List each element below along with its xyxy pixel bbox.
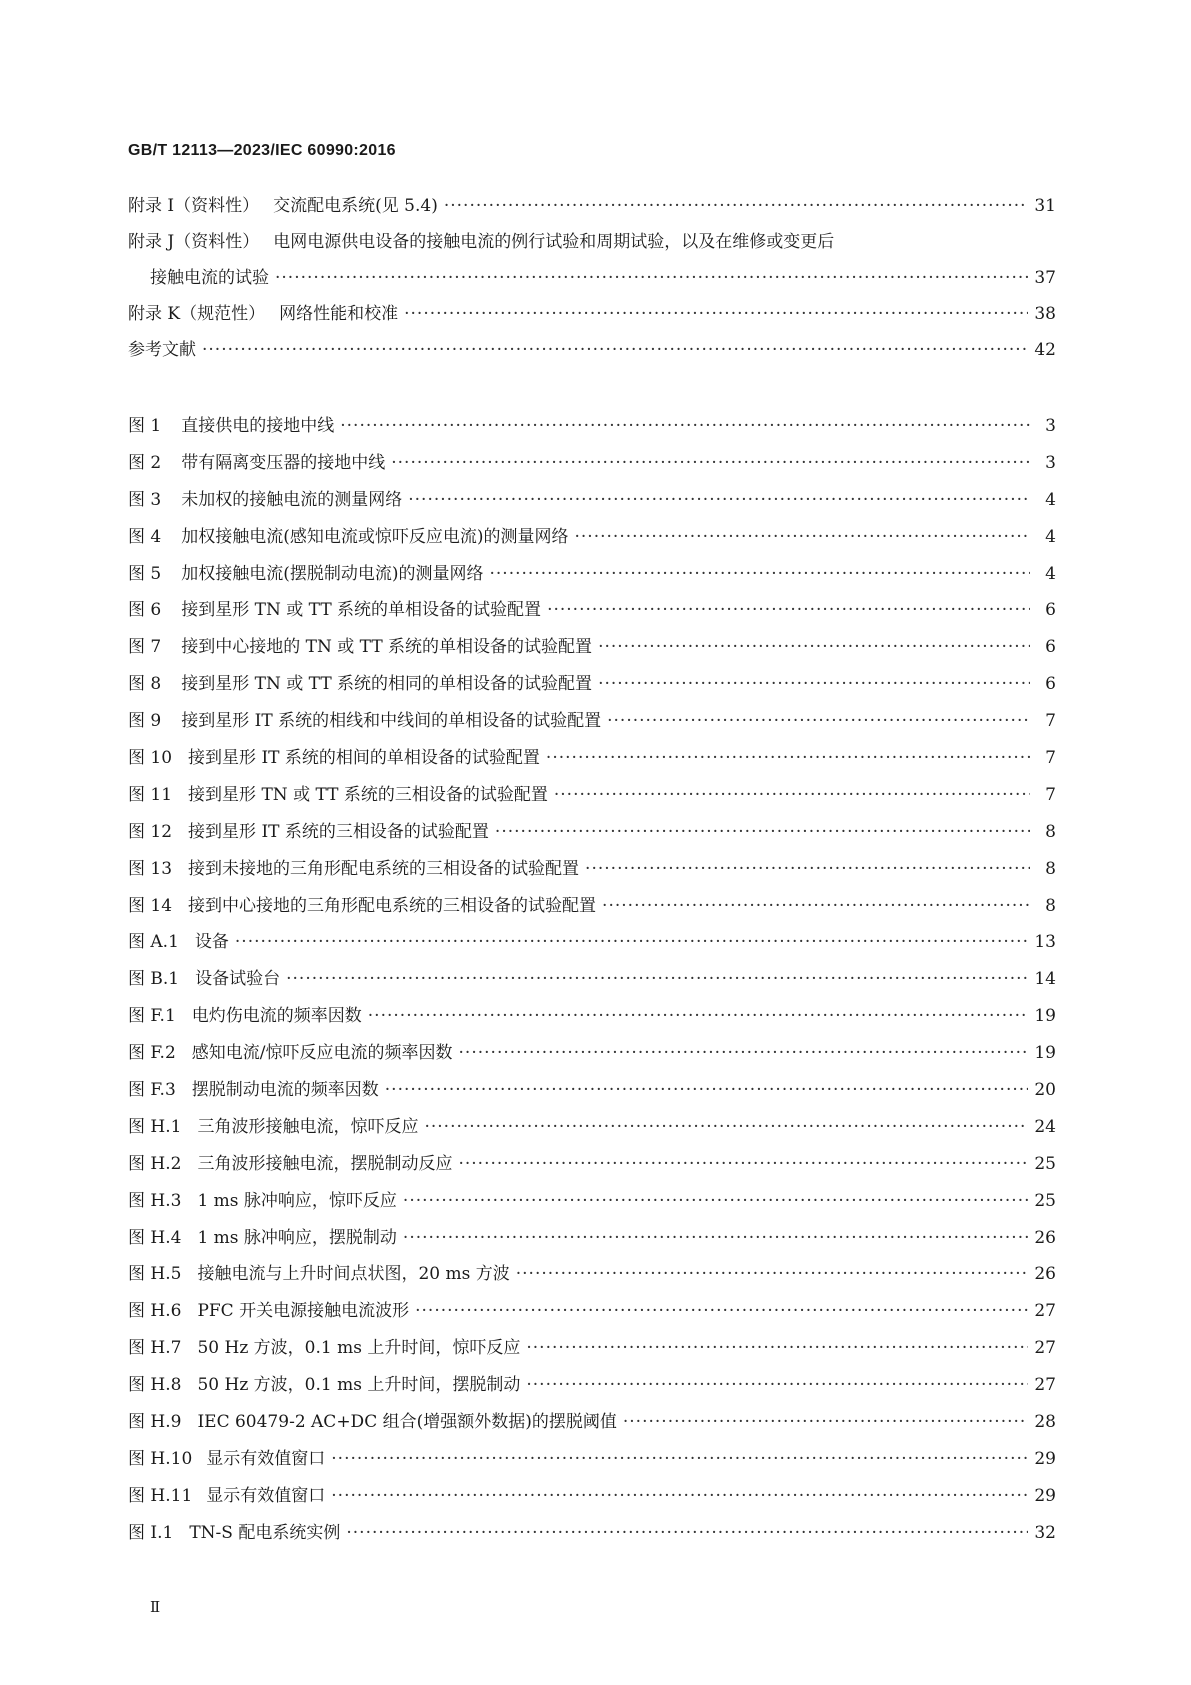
figure-label: 图 H.1 (128, 1116, 182, 1137)
toc-leader-dots (623, 1412, 1028, 1432)
figure-label: 图 3 (128, 489, 162, 510)
figure-label: 图 6 (128, 600, 162, 621)
figure-page-number: 20 (1034, 1080, 1056, 1101)
figure-page-number: 25 (1034, 1153, 1056, 1174)
toc-entry-appendix-j[interactable] (128, 232, 1056, 268)
figure-page-number: 29 (1034, 1448, 1056, 1469)
toc-leader-dots (546, 748, 1030, 768)
toc-entry-title: 电网电源供电设备的接触电流的例行试验和周期试验，以及在维修或变更后 (273, 232, 835, 252)
figure-title: 加权接触电流(摆脱制动电流)的测量网络 (181, 563, 484, 584)
figure-title: 接到未接地的三角形配电系统的三相设备的试验配置 (188, 858, 580, 879)
figure-page-number: 4 (1045, 563, 1056, 584)
toc-entry-figure[interactable] (128, 785, 1056, 822)
figure-label: 图 F.3 (128, 1080, 176, 1101)
toc-entry-figure[interactable] (128, 969, 1056, 1006)
toc-entry-figure[interactable] (128, 490, 1056, 527)
toc-entry-figure[interactable] (128, 1191, 1056, 1228)
figure-page-number: 19 (1034, 1043, 1056, 1064)
figure-title: 50 Hz 方波，0.1 ms 上升时间，摆脱制动 (197, 1375, 521, 1396)
toc-leader-dots (368, 1006, 1029, 1026)
figure-title: 50 Hz 方波，0.1 ms 上升时间，惊吓反应 (197, 1338, 521, 1359)
toc-leader-dots (575, 527, 1031, 547)
toc-leader-dots (286, 969, 1028, 989)
toc-leader-dots (275, 268, 1028, 288)
figure-title: 三角波形接触电流，摆脱制动反应 (197, 1153, 453, 1174)
figure-label: 图 H.6 (128, 1301, 182, 1322)
figure-page-number: 13 (1034, 932, 1056, 953)
toc-entry-figure[interactable] (128, 416, 1056, 453)
figure-page-number: 8 (1045, 895, 1056, 916)
toc-leader-dots (458, 1154, 1028, 1174)
figure-page-number: 14 (1034, 969, 1056, 990)
toc-entry-appendix-k[interactable] (128, 304, 1056, 340)
toc-entry-page: 42 (1034, 340, 1056, 360)
figure-label: 图 7 (128, 637, 162, 658)
figure-page-number: 3 (1045, 452, 1056, 473)
toc-leader-dots (459, 1043, 1029, 1063)
figure-page-number: 6 (1045, 674, 1056, 695)
figure-label: 图 H.9 (128, 1412, 182, 1433)
toc-leader-dots (602, 896, 1030, 916)
toc-leader-dots (495, 822, 1030, 842)
figure-label: 图 A.1 (128, 932, 179, 953)
toc-entry-label: 参考文献 (128, 340, 196, 360)
figure-label: 图 H.2 (128, 1153, 182, 1174)
figure-title: 设备试验台 (195, 969, 281, 990)
figure-title: 直接供电的接地中线 (181, 416, 335, 436)
figure-page-number: 7 (1045, 784, 1056, 805)
figure-title: 三角波形接触电流，惊吓反应 (197, 1116, 419, 1137)
toc-entry-page: 37 (1034, 268, 1056, 288)
toc-entry-figure[interactable] (128, 859, 1056, 896)
toc-entry-figure[interactable] (128, 1338, 1056, 1375)
toc-leader-dots (391, 453, 1030, 473)
page-number-footer: Ⅱ (150, 1598, 161, 1616)
toc-leader-dots (202, 340, 1028, 360)
figure-label: 图 I.1 (128, 1522, 174, 1543)
figure-title: 1 ms 脉冲响应，摆脱制动 (197, 1227, 397, 1248)
figure-label: 图 H.5 (128, 1264, 182, 1285)
toc-leader-dots (403, 1228, 1028, 1248)
figure-label: 图 1 (128, 416, 162, 436)
toc-leader-dots (607, 711, 1030, 731)
figure-page-number: 27 (1034, 1375, 1056, 1396)
toc-entry-title: 网络性能和校准 (279, 304, 399, 324)
toc-leader-dots (424, 1117, 1028, 1137)
toc-entry-figure[interactable] (128, 822, 1056, 859)
toc-entry-figure[interactable] (128, 1264, 1056, 1301)
figure-title: 接触电流与上升时间点状图，20 ms 方波 (197, 1264, 510, 1285)
figure-title: 设备 (194, 932, 229, 953)
toc-entry-figure[interactable] (128, 600, 1056, 637)
toc-leader-dots (598, 637, 1030, 657)
toc-entry-figure[interactable] (128, 1523, 1056, 1560)
figure-page-number: 29 (1034, 1485, 1056, 1506)
toc-leader-dots (490, 564, 1031, 584)
toc-leader-dots (554, 785, 1030, 805)
toc-entry-references[interactable] (128, 340, 1056, 376)
figure-title: TN-S 配电系统实例 (189, 1522, 341, 1543)
toc-entry-figure[interactable] (128, 1080, 1056, 1117)
toc-leader-dots (385, 1080, 1029, 1100)
figure-label: 图 12 (128, 821, 173, 842)
toc-entry-title: 接触电流的试验 (150, 268, 269, 288)
figure-page-number: 27 (1034, 1301, 1056, 1322)
toc-leader-dots (235, 932, 1028, 952)
figure-page-number: 25 (1034, 1190, 1056, 1211)
figure-page-number: 8 (1045, 858, 1056, 879)
figure-title: 接到星形 TN 或 TT 系统的单相设备的试验配置 (181, 600, 542, 621)
figure-label: 图 B.1 (128, 969, 180, 990)
toc-leader-dots (331, 1486, 1028, 1506)
figure-title: 加权接触电流(感知电流或惊吓反应电流)的测量网络 (181, 526, 569, 547)
figure-label: 图 H.11 (128, 1485, 193, 1506)
toc-entry-figure[interactable] (128, 1117, 1056, 1154)
figure-label: 图 2 (128, 452, 162, 473)
toc-entry-figure[interactable] (128, 453, 1056, 490)
toc-leader-dots (598, 674, 1030, 694)
figure-page-number: 4 (1045, 526, 1056, 547)
figure-title: 显示有效值窗口 (206, 1485, 326, 1506)
figure-title: 接到星形 TN 或 TT 系统的相同的单相设备的试验配置 (181, 674, 593, 695)
figure-toc-list (128, 416, 1056, 1560)
toc-entry-figure[interactable] (128, 711, 1056, 748)
toc-leader-dots (585, 859, 1030, 879)
toc-entry-figure[interactable] (128, 1375, 1056, 1412)
toc-entry-figure[interactable] (128, 1449, 1056, 1486)
figure-page-number: 4 (1045, 489, 1056, 510)
figure-label: 图 5 (128, 563, 162, 584)
toc-leader-dots (526, 1338, 1028, 1358)
figure-page-number: 3 (1045, 416, 1056, 436)
toc-entry-figure[interactable] (128, 1154, 1056, 1191)
toc-entry-figure[interactable] (128, 896, 1056, 933)
figure-label: 图 11 (128, 784, 173, 805)
toc-leader-dots (516, 1264, 1029, 1284)
figure-title: 摆脱制动电流的频率因数 (191, 1080, 379, 1101)
toc-entry-page: 38 (1034, 304, 1056, 324)
toc-entry-figure[interactable] (128, 1486, 1056, 1523)
toc-leader-dots (547, 600, 1030, 620)
figure-label: 图 H.10 (128, 1448, 193, 1469)
figure-title: 感知电流/惊吓反应电流的频率因数 (191, 1043, 453, 1064)
figure-label: 图 F.1 (128, 1006, 176, 1027)
figure-label: 图 13 (128, 858, 173, 879)
figure-page-number: 28 (1034, 1412, 1056, 1433)
toc-entry-page: 31 (1034, 196, 1056, 216)
toc-entry-appendix-j-continued[interactable] (128, 268, 1056, 304)
figure-title: 接到中心接地的 TN 或 TT 系统的单相设备的试验配置 (181, 637, 593, 658)
figure-label: 图 4 (128, 526, 162, 547)
figure-title: 接到星形 IT 系统的相间的单相设备的试验配置 (188, 748, 540, 769)
figure-label: 图 F.2 (128, 1043, 176, 1064)
toc-entry-label: 附录 K（规范性） (128, 304, 266, 324)
toc-entry-figure[interactable] (128, 1301, 1056, 1338)
toc-entry-title: 交流配电系统(见 5.4) (273, 196, 438, 216)
figure-label: 图 9 (128, 711, 162, 732)
figure-title: 接到星形 TN 或 TT 系统的三相设备的试验配置 (188, 784, 548, 805)
figure-page-number: 24 (1034, 1116, 1056, 1137)
appendix-toc-list (128, 196, 1056, 376)
figure-label: 图 8 (128, 674, 162, 695)
figure-label: 图 10 (128, 748, 173, 769)
figure-title: 1 ms 脉冲响应，惊吓反应 (197, 1190, 397, 1211)
figure-title: 接到中心接地的三角形配电系统的三相设备的试验配置 (188, 895, 597, 916)
figure-page-number: 6 (1045, 637, 1056, 658)
document-code-header: GB/T 12113—2023/IEC 60990:2016 (128, 142, 396, 159)
toc-leader-dots (331, 1449, 1028, 1469)
figure-page-number: 7 (1045, 711, 1056, 732)
toc-leader-dots (444, 196, 1029, 216)
figure-page-number: 7 (1045, 748, 1056, 769)
figure-page-number: 26 (1034, 1264, 1056, 1285)
toc-entry-figure[interactable] (128, 932, 1056, 969)
toc-entry-figure[interactable] (128, 674, 1056, 711)
figure-title: 接到星形 IT 系统的三相设备的试验配置 (188, 821, 489, 842)
figure-title: IEC 60479-2 AC+DC 组合(增强额外数据)的摆脱阈值 (197, 1412, 617, 1433)
toc-leader-dots (408, 490, 1030, 510)
toc-entry-figure[interactable] (128, 748, 1056, 785)
figure-page-number: 6 (1045, 600, 1056, 621)
toc-entry-figure[interactable] (128, 1043, 1056, 1080)
toc-entry-appendix-i[interactable] (128, 196, 1056, 232)
figure-page-number: 19 (1034, 1006, 1056, 1027)
figure-page-number: 8 (1045, 821, 1056, 842)
toc-entry-figure[interactable] (128, 564, 1056, 601)
toc-leader-dots (340, 416, 1030, 436)
figure-title: 电灼伤电流的频率因数 (191, 1006, 362, 1027)
toc-leader-dots (526, 1375, 1028, 1395)
toc-leader-dots (403, 1191, 1028, 1211)
figure-page-number: 32 (1034, 1522, 1056, 1543)
toc-entry-figure[interactable] (128, 1006, 1056, 1043)
toc-entry-figure[interactable] (128, 527, 1056, 564)
figure-page-number: 27 (1034, 1338, 1056, 1359)
figure-label: 图 14 (128, 895, 173, 916)
figure-label: 图 H.7 (128, 1338, 182, 1359)
figure-title: 未加权的接触电流的测量网络 (181, 489, 403, 510)
toc-entry-label: 附录 I（资料性） (128, 196, 260, 216)
toc-entry-label: 附录 J（资料性） (128, 232, 260, 252)
toc-entry-figure[interactable] (128, 1228, 1056, 1265)
toc-entry-figure[interactable] (128, 637, 1056, 674)
figure-title: 显示有效值窗口 (206, 1448, 326, 1469)
figure-page-number: 26 (1034, 1227, 1056, 1248)
figure-label: 图 H.3 (128, 1190, 182, 1211)
toc-leader-dots (415, 1301, 1028, 1321)
toc-leader-dots (404, 304, 1028, 324)
toc-leader-dots (346, 1523, 1028, 1543)
figure-title: 带有隔离变压器的接地中线 (181, 452, 386, 473)
figure-title: 接到星形 IT 系统的相线和中线间的单相设备的试验配置 (181, 711, 602, 732)
figure-title: PFC 开关电源接触电流波形 (197, 1301, 410, 1322)
toc-entry-figure[interactable] (128, 1412, 1056, 1449)
figure-label: 图 H.8 (128, 1375, 182, 1396)
figure-label: 图 H.4 (128, 1227, 182, 1248)
